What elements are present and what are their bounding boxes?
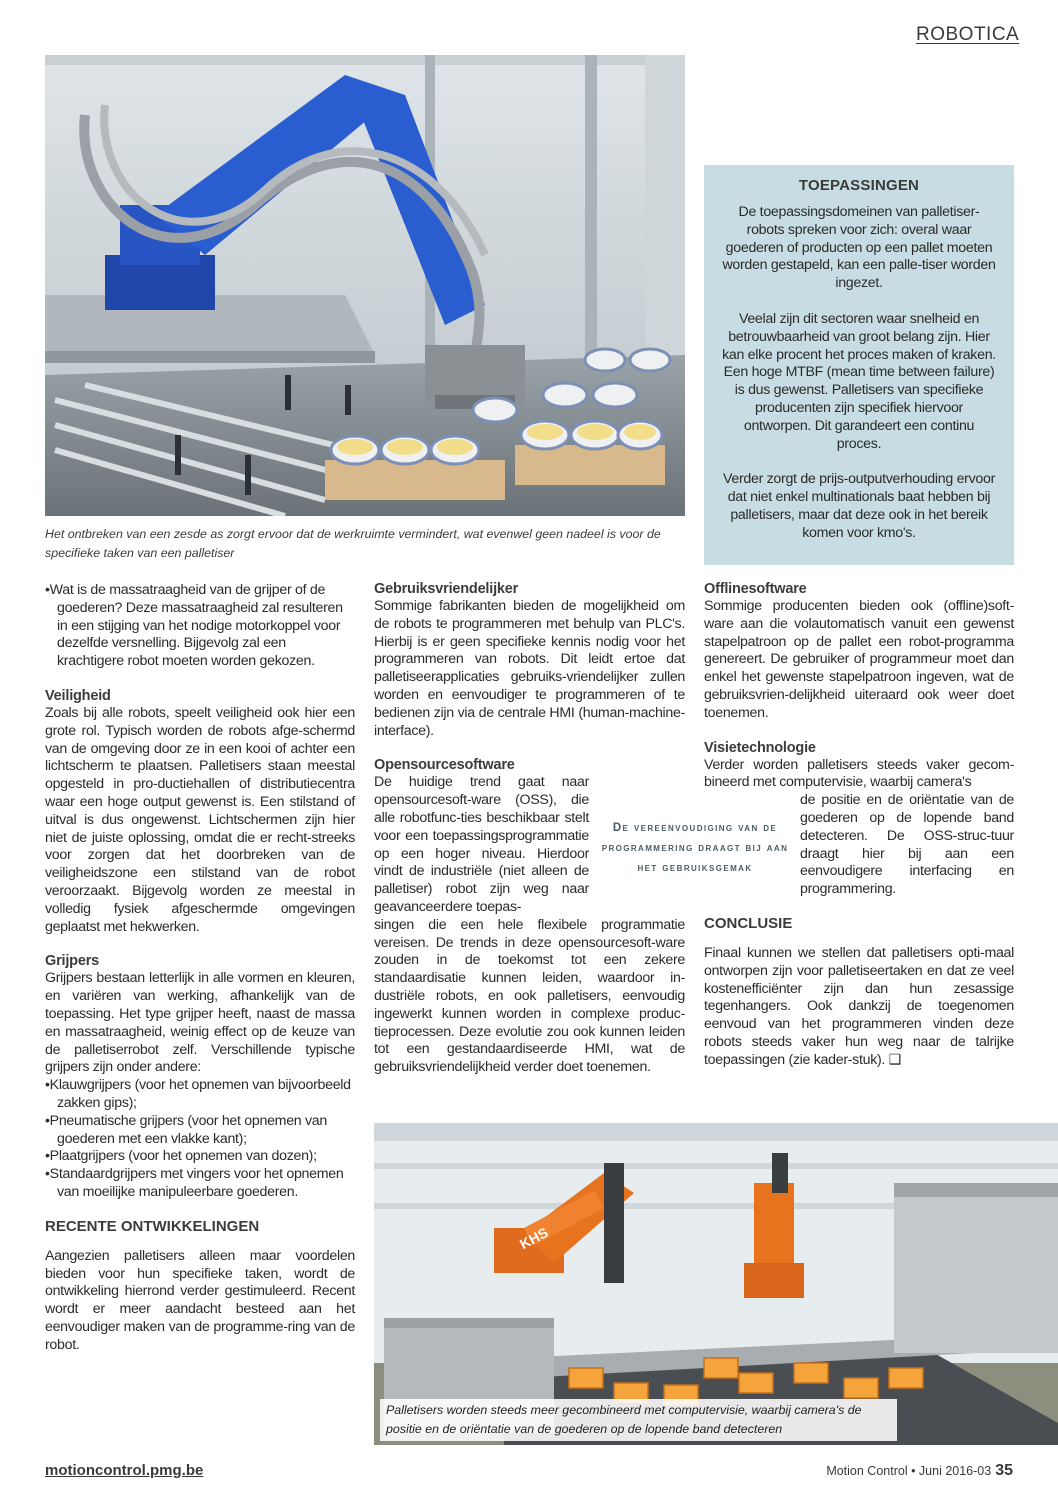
gripper-bullet-text: Standaardgrijpers met vingers voor het opnemen van moeilijke manipuleerbare goederen.	[49, 1166, 344, 1200]
footer-issue: Motion Control • Juni 2016-03	[826, 1464, 992, 1478]
gripper-bullet-text: Klauwgrijpers (voor het opnemen van bijvoorbeeld zakken gips);	[49, 1077, 351, 1111]
intro-bullet-text: Wat is de massatraagheid van de grijper of de goederen? Deze massatraagheid zal resulteren in een stijging van het nodige motorkoppel voor dezelfde versnelling. Bijgevolg zal een krachtigere robot moeten worden gekozen.	[49, 582, 343, 670]
sidebar-paragraph: De toepassingsdomeinen van palletiser-robots spreken voor zich: overal waar goederen of producten op een pallet moeten worden gestapeld, kan een palle-tiser worden ingezet.	[722, 204, 996, 292]
section-tag: ROBOTICA	[916, 24, 1020, 45]
sidebar-title: TOEPASSINGEN	[798, 177, 920, 194]
sidebar-box	[704, 165, 1014, 565]
grippers-heading: Grijpers	[45, 953, 100, 970]
gripper-bullet-text: Plaatgrijpers (voor het opnemen van dozen);	[49, 1148, 317, 1165]
end-mark: ❑	[888, 1051, 902, 1068]
figure-blue-robot-photo	[45, 55, 685, 516]
intro-bullet: •Wat is de massatraagheid van de grijper of de goederen? Deze massatraagheid zal resulteren in een stijging van het nodige motorkoppel voor dezelfde versnelling. Bijgevolg zal een krachtigere robot moeten worden gekozen.	[45, 582, 343, 670]
gripper-bullet: •Standaardgrijpers met vingers voor het opnemen van moeilijke manipuleerbare goederen.	[45, 1166, 344, 1200]
usability-text: Sommige fabrikanten bieden de mogelijkheid om de robots te programmeren met behulp van PLC's. Hierbij is er geen specifieke kennis nodig voor het programmeren van robots. Dit leidt ertoe dat palletiseerapplicaties gebruiks-vriendelijker zullen worden en eenvoudiger te programmeren of te bedienen zijn via de centrale HMI (human-machine-interface).	[374, 598, 685, 739]
blue-robot-illustration	[45, 55, 685, 516]
gripper-bullet-text: Pneumatische grijpers (voor het opnemen van goederen met een vlakke kant);	[49, 1112, 327, 1147]
sidebar-paragraph: Veelal zijn dit sectoren waar snelheid en betrouwbaarheid van groot belang zijn. Hier kan elke procent het proces maken of kraken. Een hoge MTBF (mean time between failure) is dus gewenst. Palletisers van specifieke producenten zijn specifiek hiervoor ontworpen. Dit garandeert een continu proces.	[722, 310, 996, 452]
footer-issue-info	[826, 1462, 1013, 1480]
orange-robots-illustration	[374, 1123, 1058, 1445]
recent-heading: RECENTE ONTWIKKELINGEN	[45, 1217, 260, 1235]
usability-heading: Gebruiksvriendelijker	[374, 581, 519, 597]
gripper-bullet: •Pneumatische grijpers (voor het opnemen van goederen met een vlakke kant);	[45, 1112, 327, 1147]
vision-text-a: Verder worden palletisers steeds vaker gecom-bineerd met computervisie, waarbij camera's	[704, 756, 1014, 791]
conclusion-heading: CONCLUSIE	[704, 914, 793, 932]
figure2-caption: Palletisers worden steeds meer gecombineerd met computervisie, waarbij camera's de positie en de oriëntatie van de goederen op de lopende band detecteren	[380, 1399, 897, 1441]
opensource-text-a: De huidige trend gaat naar opensourcesoft-ware (OSS), die alle robotfunc-ties beschikbaar stelt voor een toepassingsprogrammatie op een hoger niveau. Hierdoor vindt de industriële (niet alleen de palletiser) robot zijn weg naar geavanceerdere toepas-	[374, 774, 589, 915]
pull-quote: De vereenvoudiging van de programmering draagt bij aan het gebruiksgemak	[601, 822, 789, 874]
gripper-bullet: •Klauwgrijpers (voor het opnemen van bijvoorbeeld zakken gips);	[45, 1077, 351, 1111]
recent-text: Aangezien palletisers alleen maar voordelen bieden voor hun specifieke taken, wordt de ontwikkeling hierrond verder gestimuleerd. Recent wordt er meer aandacht besteed aan het eenvoudiger maken van de programme-ring van de robot.	[45, 1247, 355, 1353]
page-number: 35	[995, 1462, 1013, 1479]
safety-heading: Veiligheid	[45, 687, 111, 704]
vision-heading: Visietechnologie	[704, 739, 816, 756]
grippers-text: Grijpers bestaan letterlijk in alle vormen en kleuren, en variëren van werking, afhankelijk van de toepassing. Het type grijper heeft, naast de massa en massatraagheid, weinig effect op de keuze van de palletiserrobot zelf. Verschillende typische grijpers zijn onder andere:	[45, 970, 355, 1076]
khs-label: KHS	[517, 1224, 551, 1253]
safety-text: Zoals bij alle robots, speelt veiligheid ook hier een grote rol. Typisch worden de robots afge-schermd van de omgeving door ze in een kooi of achter een lichtscherm te plaatsen. Palletisers staan meestal opgesteld in pro-ductiehallen of distributiecentra waar een hoge output gewenst is. Een stilstand of uitval is dus ongewenst. Lichtschermen zijn hier niet de juiste oplossing, omdat die er recht-streeks voor zorgen dat het doorbreken van de veiligheidszone een stilstand van de robot veroorzaakt. Bijgevolg worden ze meestal in volledig fysiek afgeschermde omgevingen geplaatst met hekwerken.	[45, 704, 355, 935]
conclusion-text	[704, 945, 1014, 1070]
offline-text: Sommige producenten bieden ook (offline)soft-ware aan die volautomatisch vanuit een gewenst stapelpatroon op de pallet een robot-programma genereert. De gebruiker of programmeur moet dan enkel het gewenste stapelpatroon ingeven, wat de gebruiksvrien-delijkheid uiteraard ook weer doet toenemen.	[704, 598, 1014, 721]
figure1-caption: Het ontbreken van een zesde as zorgt ervoor dat de werkruimte vermindert, wat evenwel geen nadeel is voor de specifieke taken van een palletiser	[45, 527, 661, 560]
opensource-heading: Opensourcesoftware	[374, 757, 515, 774]
figure-orange-robots-photo	[374, 1123, 1058, 1445]
offline-heading: Offlinesoftware	[704, 581, 807, 597]
opensource-text-b: singen die een hele flexibele programmatie vereisen. De trends in deze opensourcesoft-ware zouden in de toekomst tot een zekere standaardisatie kunnen leiden, waardoor in-dustriële robots, en ook palletisers, eenvoudig ingewerkt kunnen worden in complexe produc-tieprocessen. Deze evolutie zou ook kunnen leiden tot een gestandaardiseerde HMI, wat de gebruiksvriendelijkheid verder doet toenemen.	[374, 916, 685, 1076]
gripper-bullet: •Plaatgrijpers (voor het opnemen van dozen);	[45, 1148, 317, 1165]
vision-text-b: de positie en de oriëntatie van de goederen op de lopende band detecteren. De OSS-struc-tuur draagt hier bij aan een eenvoudigere interfacing en programmering.	[800, 792, 1014, 898]
column-3	[704, 580, 1014, 1070]
column-1	[45, 582, 355, 1354]
conclusion-body: Finaal kunnen we stellen dat palletisers opti-maal ontworpen zijn voor palletiseertaken en dat ze veel kostenefficiënter zijn dan hun zesassige tegenhangers. Ook dankzij de toegenomen eenvoud van het programmeren vinden deze robots steeds vaker hun weg naar de talrijke toepassingen (zie kader-stuk).	[704, 944, 1014, 1068]
sidebar-paragraph: Verder zorgt de prijs-outputverhouding ervoor dat niet enkel multinationals baat hebben bij palletisers, maar dat deze ook in het bereik komen voor kmo's.	[723, 471, 995, 541]
footer-website-link[interactable]: motioncontrol.pmg.be	[45, 1462, 204, 1479]
